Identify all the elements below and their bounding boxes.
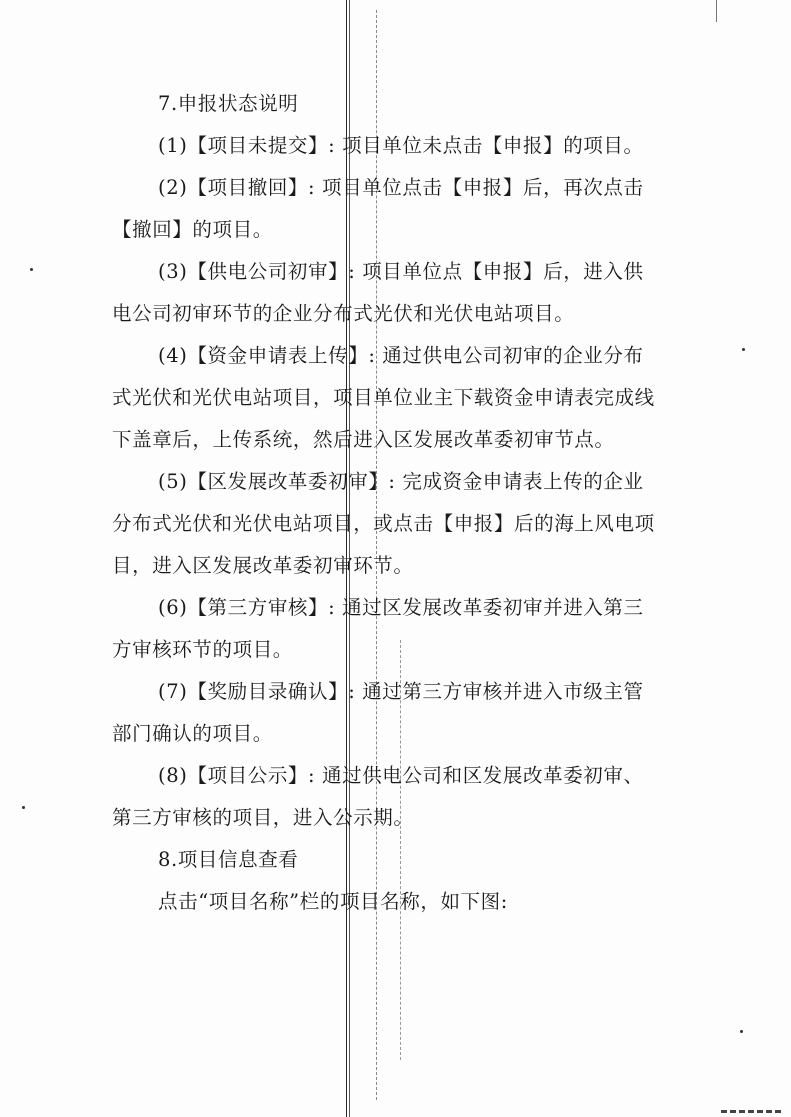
status-item-3-line-2: 电公司初审环节的企业分布式光伏和光伏电站项目。 bbox=[112, 302, 575, 325]
status-item-5-line-1: (5)【区发展改革委初审】: 完成资金申请表上传的企业 bbox=[158, 470, 644, 493]
scan-speck bbox=[22, 806, 25, 809]
status-item-8-line-1: (8)【项目公示】: 通过供电公司和区发展改革委初审、 bbox=[158, 764, 644, 787]
scan-speck bbox=[30, 268, 33, 271]
status-item-2-line-2: 【撤回】的项目。 bbox=[112, 218, 273, 241]
status-item-1-line-1: (1)【项目未提交】: 项目单位未点击【申报】的项目。 bbox=[158, 134, 644, 157]
status-item-5-line-2: 分布式光伏和光伏电站项目，或点击【申报】后的海上风电项 bbox=[112, 512, 655, 535]
document-body bbox=[112, 83, 672, 983]
status-item-7-line-1: (7)【奖励目录确认】: 通过第三方审核并进入市级主管 bbox=[158, 680, 644, 703]
status-item-8-line-2: 第三方审核的项目，进入公示期。 bbox=[112, 806, 414, 829]
status-item-3-line-1: (3)【供电公司初审】: 项目单位点【申报】后，进入供 bbox=[158, 260, 644, 283]
status-item-7-line-2: 部门确认的项目。 bbox=[112, 722, 273, 745]
status-item-4-line-2: 式光伏和光伏电站项目，项目单位业主下载资金申请表完成线 bbox=[112, 386, 655, 409]
section-8-heading: 8.项目信息查看 bbox=[158, 848, 299, 871]
section-8-body: 点击“项目名称”栏的项目名称，如下图: bbox=[158, 890, 508, 913]
status-item-4-line-1: (4)【资金申请表上传】: 通过供电公司初审的企业分布 bbox=[158, 344, 644, 367]
scan-footer-mark bbox=[721, 1110, 781, 1113]
section-7-heading: 7.申报状态说明 bbox=[158, 92, 299, 115]
scan-artifact-line bbox=[716, 0, 717, 22]
scan-speck bbox=[740, 1030, 743, 1033]
status-item-6-line-2: 方审核环节的项目。 bbox=[112, 638, 293, 661]
status-item-2-line-1: (2)【项目撤回】: 项目单位点击【申报】后，再次点击 bbox=[158, 176, 644, 199]
status-item-6-line-1: (6)【第三方审核】: 通过区发展改革委初审并进入第三 bbox=[158, 596, 644, 619]
scan-speck bbox=[742, 348, 745, 351]
status-item-5-line-3: 目，进入区发展改革委初审环节。 bbox=[112, 554, 414, 577]
status-item-4-line-3: 下盖章后，上传系统，然后进入区发展改革委初审节点。 bbox=[112, 428, 615, 451]
